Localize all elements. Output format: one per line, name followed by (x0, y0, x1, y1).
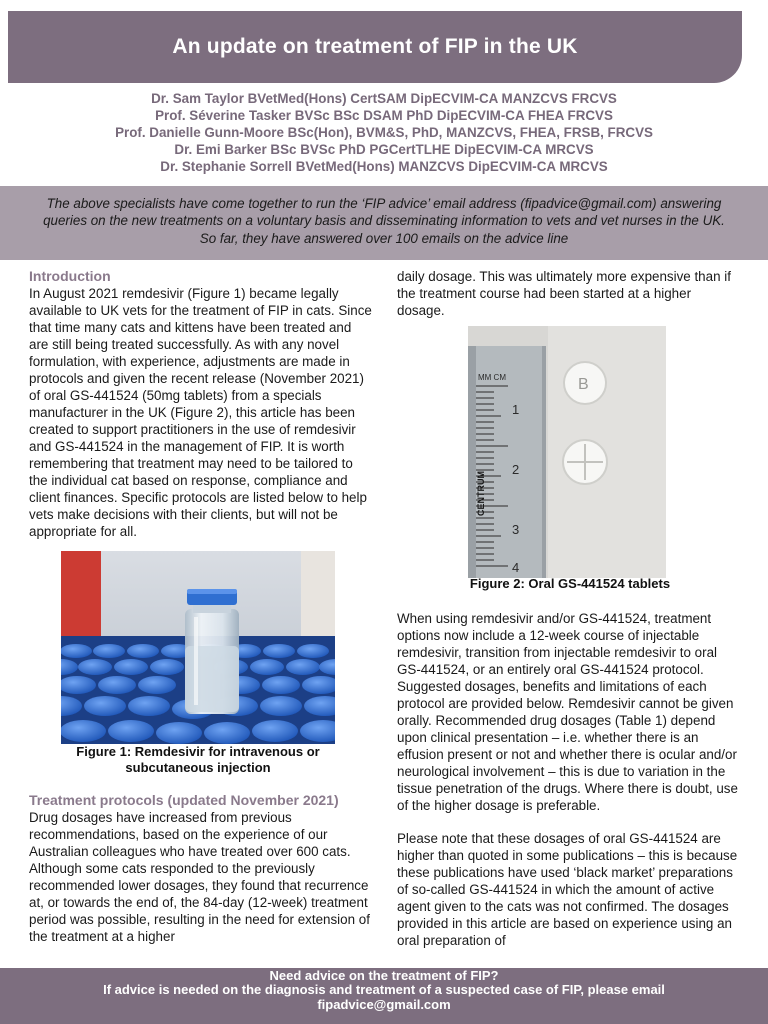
ruler-number: 1 (512, 402, 520, 417)
tablet-scored (563, 440, 607, 484)
figure-2-caption: Figure 2: Oral GS-441524 tablets (469, 576, 671, 591)
footer-question: Need advice on the treatment of FIP? (269, 968, 499, 983)
author-line: Prof. Séverine Tasker BVSc BSc DSAM PhD DipECVIM-CA FHEA FRCVS (155, 108, 613, 123)
introduction-heading: Introduction (29, 268, 111, 284)
author-line: Prof. Danielle Gunn-Moore BSc(Hon), BVM&S, PhD, MANZCVS, FHEA, FRSB, FRCVS (115, 125, 653, 140)
ruler-number: 3 (512, 522, 520, 537)
figure-2-tablets-photo (468, 326, 666, 578)
tablets-illustration (468, 326, 666, 578)
author-line: Dr. Stephanie Sorrell BVetMed(Hons) MANZCVS DipECVIM-CA MRCVS (160, 159, 608, 174)
footer-instruction: If advice is needed on the diagnosis and treatment of a suspected case of FIP, please email (103, 982, 665, 998)
right-column-body (397, 610, 742, 949)
title-banner (8, 11, 742, 83)
page-title: An update on treatment of FIP in the UK (172, 35, 578, 58)
left-column (29, 268, 374, 540)
footer-email-link[interactable]: fipadvice@gmail.com (317, 996, 451, 1012)
author-line: Dr. Emi Barker BSc BVSc PhD PGCertTLHE DipECVIM-CA MRCVS (174, 142, 594, 157)
ruler-brand-label: CENTRUM (476, 471, 486, 516)
tablet-marking: B (578, 376, 589, 393)
dosage-note-paragraph: Please note that these dosages of oral GS-441524 are higher than quoted in some publications – this is because these publications have used ‘black market’ preparations of so-called GS-441524 in which the amount of active agent given to the cats was not confirmed. The dosages provided in this article are based on experience using an oral preparation of (397, 831, 738, 948)
ruler-unit-label: MM CM (478, 373, 506, 382)
advice-line-banner (0, 186, 768, 260)
introduction-paragraph: In August 2021 remdesivir (Figure 1) became legally available to UK vets for the treatment of FIP in cats. Since that time many cats and kittens have been treated and are still being treated successfully. As with any novel formulation, with experience, adjustments are made in protocols and given the recent release (November 2021) of oral GS-441524 (50mg tablets) from a specials manufacturer in the UK (Figure 2), this article has been created to support practitioners in the use of remdesivir and GS-441524 in the management of FIP. It is worth remembering that treatment may need to be tailored to the individual cat based on response, compliance and client finances. Specific protocols are listed below to help vets make decisions with their clients, but will not be appropriate for all. (29, 286, 372, 539)
figure-1-remdesivir-vial-photo (61, 551, 335, 744)
author-line: Dr. Sam Taylor BVetMed(Hons) CertSAM DipECVIM-CA MANZCVS FRCVS (151, 91, 617, 106)
vial-illustration (61, 551, 335, 744)
ruler-number: 4 (512, 560, 520, 575)
author-list (0, 90, 768, 175)
treatment-protocols-heading: Treatment protocols (updated November 2021) (29, 792, 339, 808)
ruler-number: 2 (512, 462, 520, 477)
right-column (397, 268, 742, 319)
treatment-protocols-paragraph: Drug dosages have increased from previous recommendations, based on the experience of our Australian colleagues who have treated over 600 cats. Although some cats responded to the previously recommended lower dosages, they found that recurrence at, or towards the end of, the 84-day (12-week) treatment period was possible, resulting in the need for extension of the treatment at a higher (29, 810, 370, 944)
continuation-paragraph: daily dosage. This was ultimately more expensive than if the treatment course had been started at a higher dosage. (397, 269, 731, 318)
figure-1-caption: Figure 1: Remdesivir for intravenous or subcutaneous injection (76, 744, 320, 775)
tablet-b (564, 362, 606, 404)
advice-line-text: The above specialists have come together to run the ‘FIP advice’ email address (fipadvice@gmail.com) answering queries on the new treatments on a voluntary basis and disseminating information to vets and vet nurses in the UK. So far, they have answered over 100 emails on the advice line (43, 196, 725, 246)
footer-banner (0, 968, 768, 1024)
treatment-options-paragraph: When using remdesivir and/or GS-441524, treatment options now include a 12-week course of injectable remdesivir, transition from injectable remdesivir to oral GS-441524, or an entirely oral GS-441524 protocol. Suggested dosages, benefits and limitations of each protocol are provided below. Remdesivir cannot be given orally. Recommended drug dosages (Table 1) depend upon clinical presentation – i.e. whether there is an effusion present or not and whether there is ocular and/or neurological involvement – this is due to variation in the tissue penetration of the drugs. Where there is doubt, use of the higher dosage is preferable. (397, 611, 738, 813)
treatment-protocols-section (29, 792, 374, 945)
